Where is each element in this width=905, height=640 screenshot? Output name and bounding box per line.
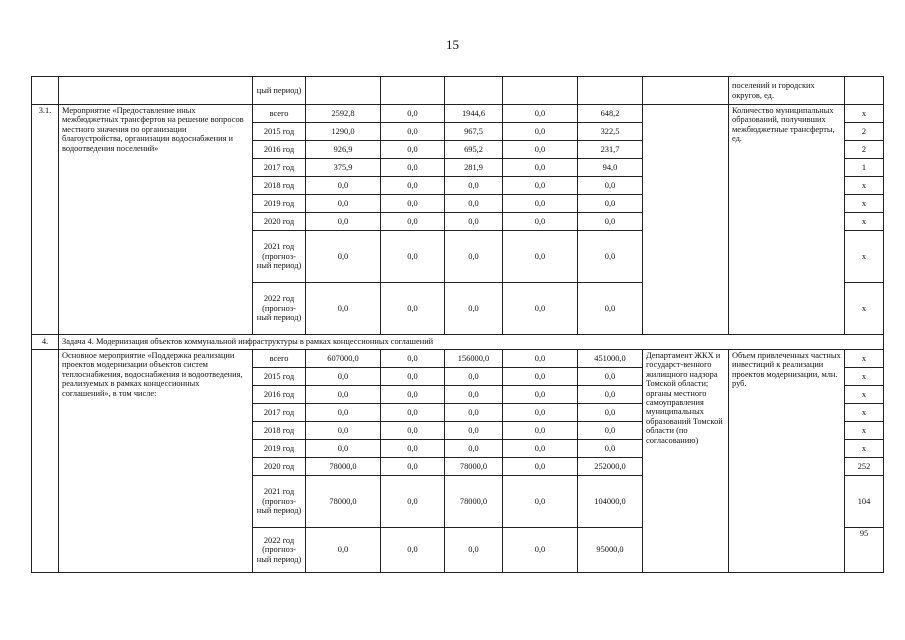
regional-budget-cell: 78000,0 <box>445 476 503 528</box>
m31-number: 3.1. <box>32 105 59 335</box>
table-row <box>32 350 884 368</box>
year-cell: 2020 год <box>253 213 306 231</box>
regional-budget-cell: 156000,0 <box>445 350 503 368</box>
regional-budget-cell: 0,0 <box>445 422 503 440</box>
indicator-value-cell: х <box>845 350 884 368</box>
regional-budget-cell: 1944,6 <box>445 105 503 123</box>
m31-executor <box>643 105 729 335</box>
local-budget-cell: 0,0 <box>503 440 578 458</box>
federal-budget-cell: 0,0 <box>381 283 445 335</box>
local-budget-cell: 0,0 <box>503 177 578 195</box>
indicator-value-cell: 2 <box>845 123 884 141</box>
regional-budget-cell: 0,0 <box>445 386 503 404</box>
local-budget-cell: 0,0 <box>503 159 578 177</box>
local-budget-cell: 0,0 <box>503 123 578 141</box>
local-budget-cell: 0,0 <box>503 283 578 335</box>
indicator-value-cell: х <box>845 177 884 195</box>
local-budget-cell: 0,0 <box>503 386 578 404</box>
year-cell: 2020 год <box>253 458 306 476</box>
page-number: 15 <box>446 37 459 52</box>
task-title: Задача 4. Модернизация объектов коммунальной инфраструктуры в рамках концессионных соглашений <box>59 335 884 350</box>
m4-executor: Департамент ЖКХ и государст-венного жилищного надзора Томской области; органы местного самоуправления муниципальных образований Томской области (по согласованию) <box>643 350 729 573</box>
indicator-value-cell: 2 <box>845 141 884 159</box>
regional-budget-cell: 695,2 <box>445 141 503 159</box>
total-cell: 78000,0 <box>306 458 381 476</box>
indicator-value-cell: х <box>845 283 884 335</box>
total-cell: 0,0 <box>306 440 381 458</box>
regional-budget-cell: 0,0 <box>445 404 503 422</box>
extrabudget-cell: 0,0 <box>578 368 643 386</box>
extrabudget-cell: 0,0 <box>578 177 643 195</box>
federal-budget-cell: 0,0 <box>381 386 445 404</box>
indicator-value-cell: х <box>845 368 884 386</box>
year-cell: 2021 год (прогноз-ный период) <box>253 476 306 528</box>
year-cell: 2019 год <box>253 195 306 213</box>
local-budget-cell: 0,0 <box>503 195 578 213</box>
year-cell: 2021 год (прогноз-ный период) <box>253 231 306 283</box>
regional-budget-cell: 0,0 <box>445 177 503 195</box>
indicator-value-cell: х <box>845 422 884 440</box>
m31-name: Мероприятие «Предоставление иных межбюджетных трансфертов на решение вопросов местного значения по организации благоустройства, организации водоснабжения и водоотведения поселений» <box>59 105 253 335</box>
regional-budget-cell: 0,0 <box>445 213 503 231</box>
federal-budget-cell: 0,0 <box>381 159 445 177</box>
extrabudget-cell: 252000,0 <box>578 458 643 476</box>
year-cell: всего <box>253 105 306 123</box>
extrabudget-cell: 451000,0 <box>578 350 643 368</box>
year-cell: 2022 год (прогноз-ный период) <box>253 528 306 573</box>
indicator-value-cell: 104 <box>845 476 884 528</box>
extrabudget-cell: 231,7 <box>578 141 643 159</box>
year-cell: всего <box>253 350 306 368</box>
extrabudget-cell: 648,2 <box>578 105 643 123</box>
carry-indicator: поселений и городских округов, ед. <box>729 77 845 105</box>
local-budget-cell: 0,0 <box>503 458 578 476</box>
year-cell: 2022 год (прогноз-ный период) <box>253 283 306 335</box>
indicator-value-cell: х <box>845 231 884 283</box>
total-cell: 0,0 <box>306 213 381 231</box>
regional-budget-cell: 0,0 <box>445 368 503 386</box>
m4-name: Основное мероприятие «Поддержка реализации проектов модернизации объектов систем теплоснабжения, водоснабжения и водоотведения, реализуемых в рамках концессионных соглашений», в том числе: <box>59 350 253 573</box>
extrabudget-cell: 322,5 <box>578 123 643 141</box>
m4-number <box>32 350 59 573</box>
federal-budget-cell: 0,0 <box>381 422 445 440</box>
total-cell: 375,9 <box>306 159 381 177</box>
local-budget-cell: 0,0 <box>503 231 578 283</box>
year-cell: 2016 год <box>253 141 306 159</box>
indicator-value-cell: 252 <box>845 458 884 476</box>
task-number: 4. <box>32 335 59 350</box>
year-cell: 2018 год <box>253 422 306 440</box>
federal-budget-cell: 0,0 <box>381 177 445 195</box>
year-cell: 2015 год <box>253 368 306 386</box>
extrabudget-cell: 94,0 <box>578 159 643 177</box>
federal-budget-cell: 0,0 <box>381 404 445 422</box>
total-cell: 0,0 <box>306 195 381 213</box>
total-cell: 0,0 <box>306 386 381 404</box>
total-cell: 1290,0 <box>306 123 381 141</box>
regional-budget-cell: 0,0 <box>445 528 503 573</box>
indicator-value-cell: х <box>845 195 884 213</box>
total-cell: 78000,0 <box>306 476 381 528</box>
total-cell: 0,0 <box>306 283 381 335</box>
extrabudget-cell: 0,0 <box>578 422 643 440</box>
federal-budget-cell: 0,0 <box>381 458 445 476</box>
indicator-value-cell: х <box>845 213 884 231</box>
local-budget-cell: 0,0 <box>503 476 578 528</box>
federal-budget-cell: 0,0 <box>381 350 445 368</box>
extrabudget-cell: 95000,0 <box>578 528 643 573</box>
extrabudget-cell: 0,0 <box>578 440 643 458</box>
local-budget-cell: 0,0 <box>503 141 578 159</box>
local-budget-cell: 0,0 <box>503 350 578 368</box>
federal-budget-cell: 0,0 <box>381 213 445 231</box>
extrabudget-cell: 104000,0 <box>578 476 643 528</box>
indicator-value-cell: х <box>845 440 884 458</box>
regional-budget-cell: 281,9 <box>445 159 503 177</box>
total-cell: 0,0 <box>306 368 381 386</box>
total-cell: 926,9 <box>306 141 381 159</box>
local-budget-cell: 0,0 <box>503 422 578 440</box>
year-cell: 2018 год <box>253 177 306 195</box>
regional-budget-cell: 78000,0 <box>445 458 503 476</box>
total-cell: 0,0 <box>306 422 381 440</box>
carry-period: цый период) <box>253 77 306 105</box>
extrabudget-cell: 0,0 <box>578 386 643 404</box>
local-budget-cell: 0,0 <box>503 404 578 422</box>
federal-budget-cell: 0,0 <box>381 440 445 458</box>
extrabudget-cell: 0,0 <box>578 404 643 422</box>
year-cell: 2019 год <box>253 440 306 458</box>
m31-indicator: Количество муниципальных образований, получивших межбюджетные трансферты, ед. <box>729 105 845 335</box>
total-cell: 0,0 <box>306 404 381 422</box>
indicator-value-cell: х <box>845 105 884 123</box>
federal-budget-cell: 0,0 <box>381 368 445 386</box>
federal-budget-cell: 0,0 <box>381 476 445 528</box>
federal-budget-cell: 0,0 <box>381 123 445 141</box>
local-budget-cell: 0,0 <box>503 105 578 123</box>
extrabudget-cell: 0,0 <box>578 231 643 283</box>
regional-budget-cell: 967,5 <box>445 123 503 141</box>
total-cell: 0,0 <box>306 528 381 573</box>
federal-budget-cell: 0,0 <box>381 528 445 573</box>
year-cell: 2017 год <box>253 159 306 177</box>
federal-budget-cell: 0,0 <box>381 141 445 159</box>
year-cell: 2015 год <box>253 123 306 141</box>
regional-budget-cell: 0,0 <box>445 195 503 213</box>
indicator-value-cell: х <box>845 386 884 404</box>
total-cell: 0,0 <box>306 231 381 283</box>
total-cell: 0,0 <box>306 177 381 195</box>
federal-budget-cell: 0,0 <box>381 105 445 123</box>
total-cell: 607000,0 <box>306 350 381 368</box>
local-budget-cell: 0,0 <box>503 528 578 573</box>
regional-budget-cell: 0,0 <box>445 283 503 335</box>
extrabudget-cell: 0,0 <box>578 195 643 213</box>
table-row <box>32 105 884 123</box>
year-cell: 2017 год <box>253 404 306 422</box>
regional-budget-cell: 0,0 <box>445 440 503 458</box>
regional-budget-cell: 0,0 <box>445 231 503 283</box>
program-table <box>31 76 884 573</box>
indicator-value-cell: 1 <box>845 159 884 177</box>
indicator-value-cell: 95 <box>845 528 884 573</box>
m4-indicator: Объем привлеченных частных инвестиций к реализации проектов модернизации, млн. руб. <box>729 350 845 573</box>
federal-budget-cell: 0,0 <box>381 231 445 283</box>
local-budget-cell: 0,0 <box>503 368 578 386</box>
indicator-value-cell: х <box>845 404 884 422</box>
task-row <box>32 335 884 350</box>
carry-over-row <box>32 77 884 105</box>
local-budget-cell: 0,0 <box>503 213 578 231</box>
extrabudget-cell: 0,0 <box>578 283 643 335</box>
year-cell: 2016 год <box>253 386 306 404</box>
federal-budget-cell: 0,0 <box>381 195 445 213</box>
extrabudget-cell: 0,0 <box>578 213 643 231</box>
total-cell: 2592,8 <box>306 105 381 123</box>
